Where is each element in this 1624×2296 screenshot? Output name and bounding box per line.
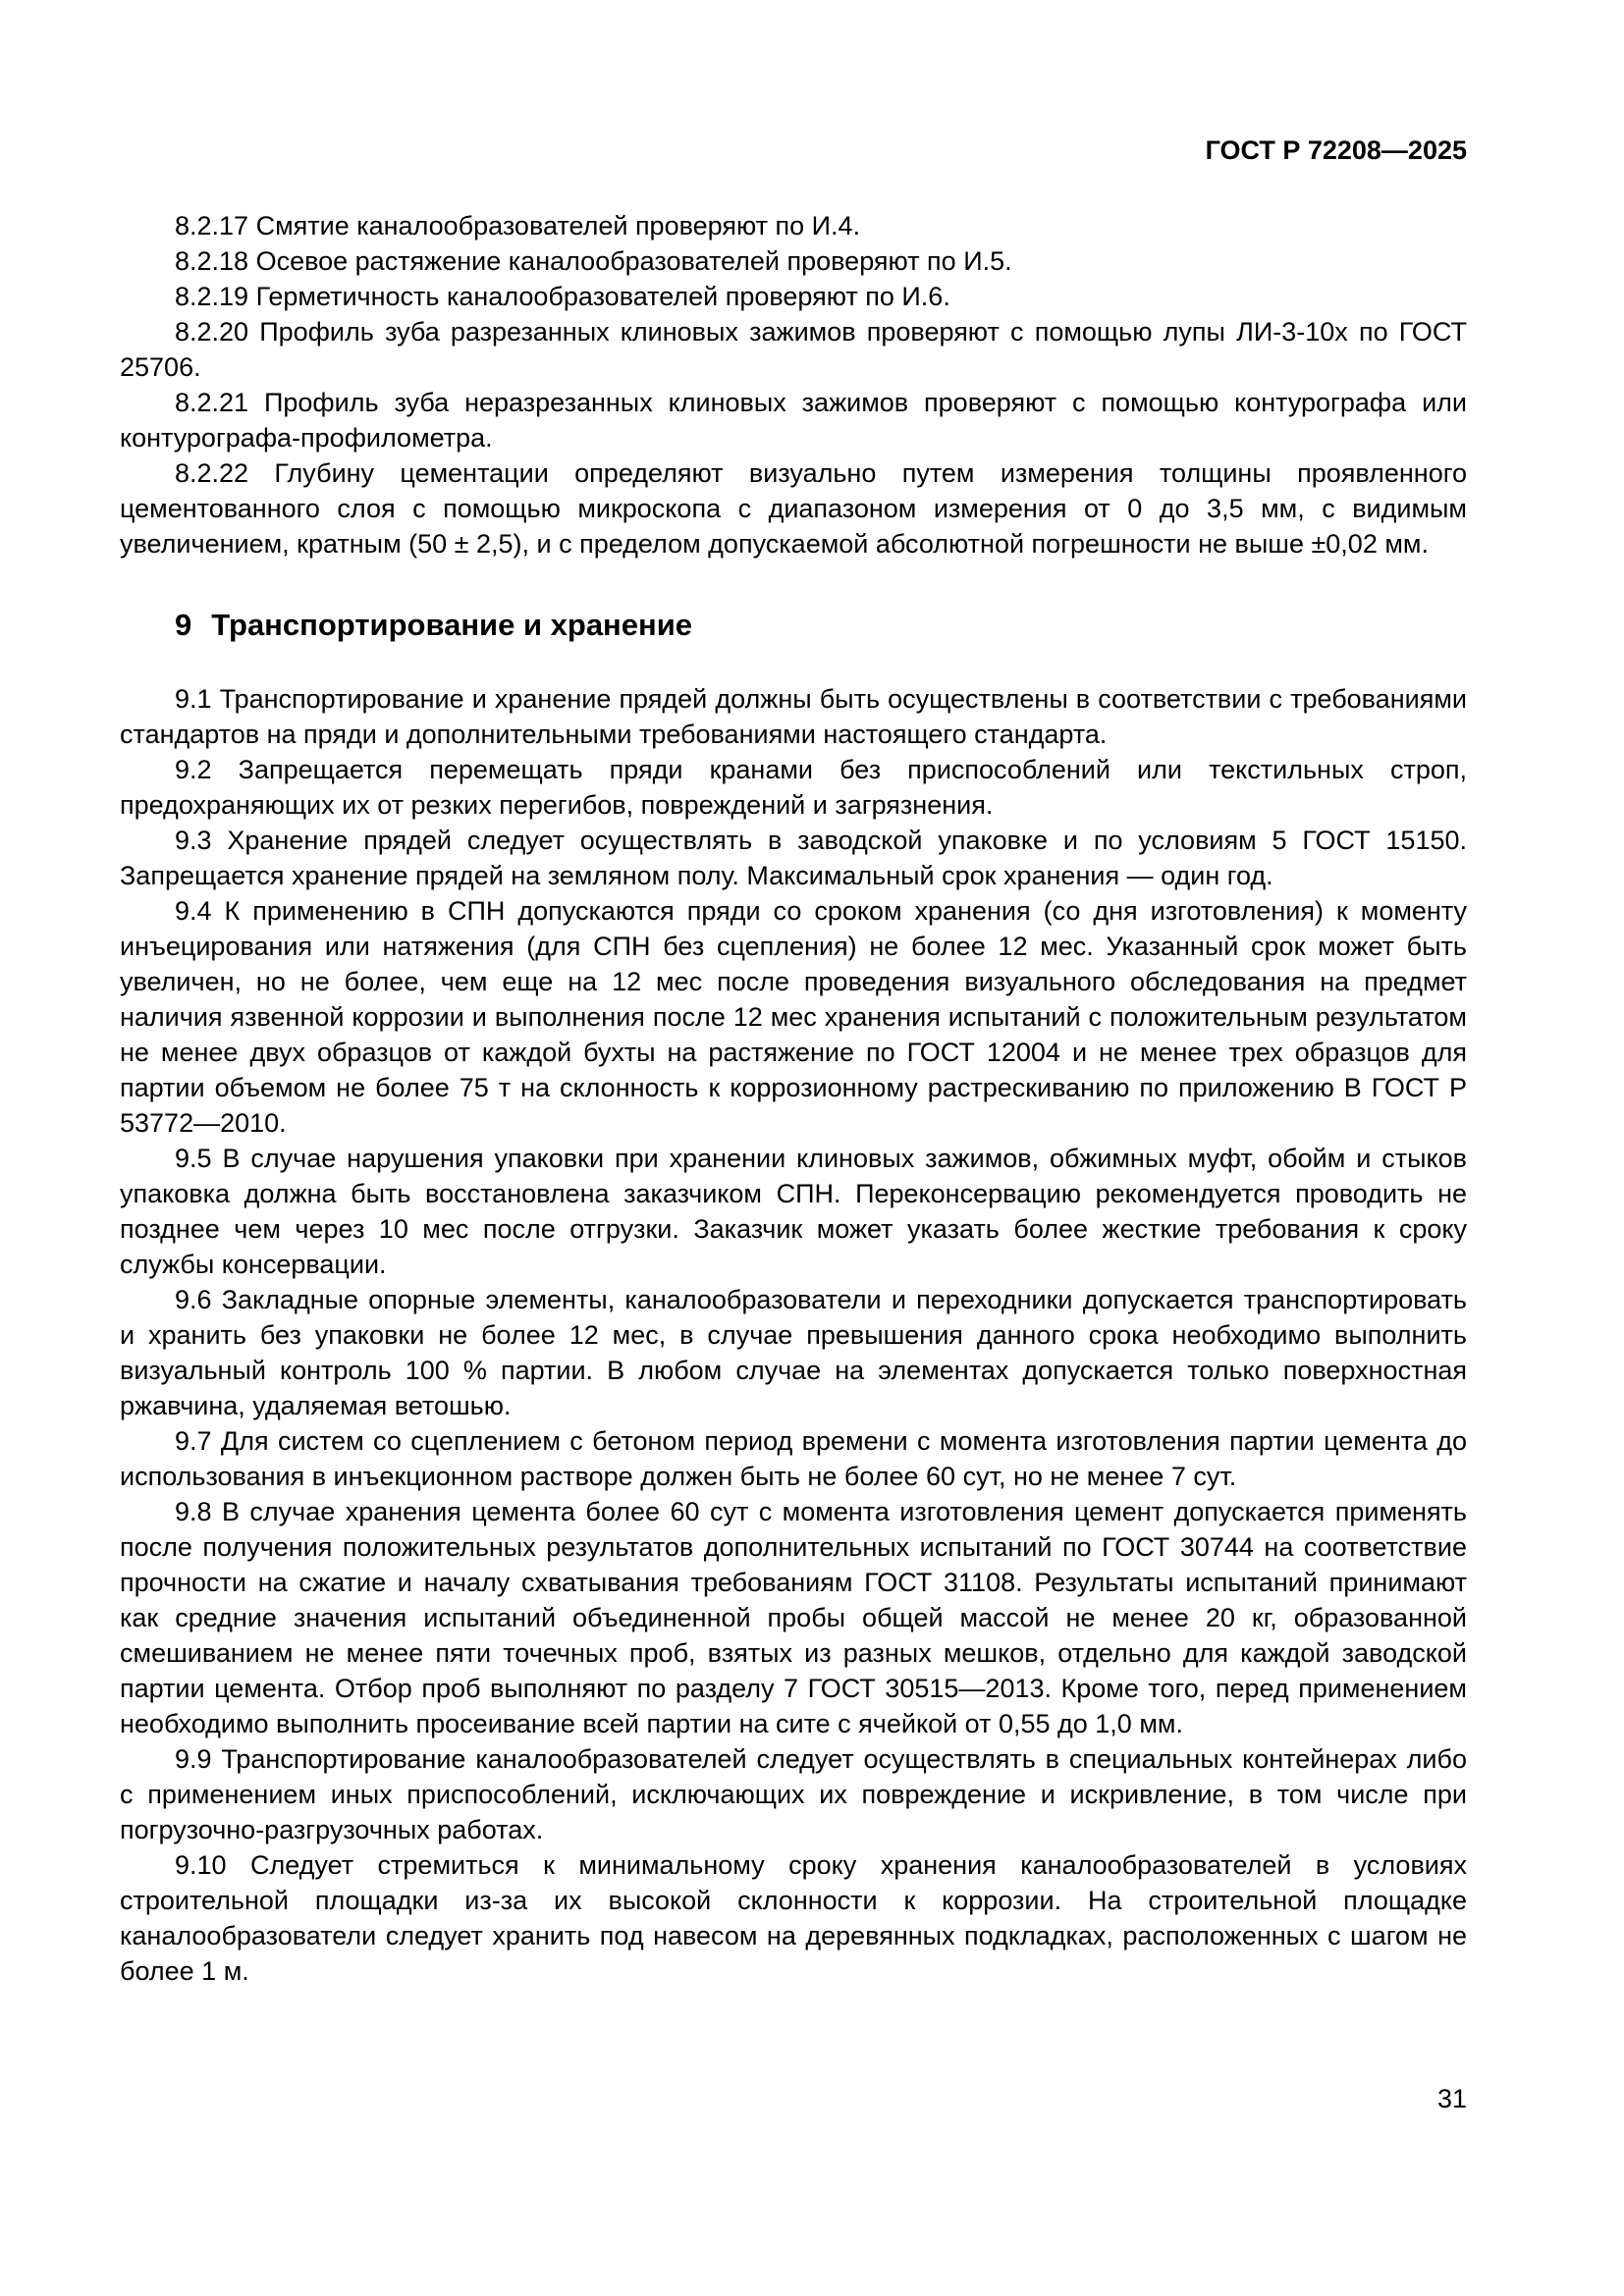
para-8-2-21: 8.2.21 Профиль зуба неразрезанных клиновых зажимов проверяют с помощью контурографа или контурографа-профилометра. bbox=[120, 388, 1467, 453]
para-9-8: 9.8 В случае хранения цемента более 60 сут с момента изготовления цемент допускается применять после получения положительных результатов дополнительных испытаний по ГОСТ 30744 на соответствие прочности на сжатие и началу схватывания требованиям ГОСТ 31108. Результаты испытаний принимают как средние значения испытаний объединенной пробы общей массой не менее 20 кг, образованной смешиванием не менее пяти точечных проб, взятых из разных мешков, отдельно для каждой заводской партии цемента. Отбор проб выполняют по разделу 7 ГОСТ 30515—2013. Кроме того, перед применением необходимо выполнить просеивание всей партии на сите с ячейкой от 0,55 до 1,0 мм. bbox=[120, 1497, 1467, 1738]
para-9-5: 9.5 В случае нарушения упаковки при хранении клиновых зажимов, обжимных муфт, обойм и стыков упаковка должна быть восстановлена заказчиком СПН. Переконсервацию рекомендуется проводить не позднее чем через 10 мес после отгрузки. Заказчик может указать более жесткие требования к сроку службы консервации. bbox=[120, 1144, 1467, 1279]
para-8-2-22: 8.2.22 Глубину цементации определяют визуально путем измерения толщины проявленного цементованного слоя с помощью микроскопа с диапазоном измерения от 0 до 3,5 мм, с видимым увеличением, кратным (50 ± 2,5), и с пределом допускаемой абсолютной погрешности не выше ±0,02 мм. bbox=[120, 458, 1467, 559]
page-number: 31 bbox=[1436, 2084, 1467, 2113]
para-8-2-17: 8.2.17 Смятие каналообразователей проверяют по И.4. bbox=[175, 211, 861, 240]
section-8-paragraphs bbox=[120, 208, 1467, 561]
section-9-title-text: Транспортирование и хранение bbox=[211, 608, 693, 642]
document-content bbox=[120, 133, 1467, 1989]
para-9-10: 9.10 Следует стремиться к минимальному сроку хранения каналообразователей в условиях строительной площадки из-за их высокой склонности к коррозии. На строительной площадке каналообразователи следует хранить под навесом на деревянных подкладках, расположенных с шагом не более 1 м. bbox=[120, 1850, 1467, 1986]
para-8-2-20: 8.2.20 Профиль зуба разрезанных клиновых зажимов проверяют с помощью лупы ЛИ-3-10х по ГОСТ 25706. bbox=[120, 317, 1467, 382]
para-9-2: 9.2 Запрещается перемещать пряди кранами без приспособлений или текстильных строп, предохраняющих их от резких перегибов, повреждений и загрязнения. bbox=[120, 755, 1467, 820]
para-9-7: 9.7 Для систем со сцеплением с бетоном период времени с момента изготовления партии цемента до использования в инъекционном растворе должен быть не более 60 сут, но не менее 7 сут. bbox=[120, 1426, 1467, 1491]
para-9-3: 9.3 Хранение прядей следует осуществлять в заводской упаковке и по условиям 5 ГОСТ 15150. Запрещается хранение прядей на земляном полу. Максимальный срок хранения — один год. bbox=[120, 826, 1467, 890]
section-9-paragraphs bbox=[120, 681, 1467, 1989]
para-9-9: 9.9 Транспортирование каналообразователей следует осуществлять в специальных контейнерах либо с применением иных приспособлений, исключающих их повреждение и искривление, в том числе при погрузочно-разгрузочных работах. bbox=[120, 1744, 1467, 1844]
document-header bbox=[120, 133, 1467, 167]
para-9-4: 9.4 К применению в СПН допускаются пряди со сроком хранения (со дня изготовления) к моменту инъецирования или натяжения (для СПН без сцепления) не более 12 мес. Указанный срок может быть увеличен, но не более, чем еще на 12 мес после проведения визуального обследования на предмет наличия язвенной коррозии и выполнения после 12 мес хранения испытаний с положительным результатом не менее двух образцов от каждой бухты на растяжение по ГОСТ 12004 и не менее трех образцов для партии объемом не более 75 т на склонность к коррозионному растрескиванию по приложению В ГОСТ Р 53772—2010. bbox=[120, 896, 1467, 1138]
para-8-2-19: 8.2.19 Герметичность каналообразователей проверяют по И.6. bbox=[175, 282, 950, 311]
section-9-title bbox=[120, 607, 1467, 644]
para-9-6: 9.6 Закладные опорные элементы, каналообразователи и переходники допускается транспортировать и хранить без упаковки не более 12 мес, в случае превышения данного срока необходимо выполнить визуальный контроль 100 % партии. В любом случае на элементах допускается только поверхностная ржавчина, удаляемая ветошью. bbox=[120, 1285, 1467, 1420]
section-9-number: 9 bbox=[175, 608, 192, 642]
para-8-2-18: 8.2.18 Осевое растяжение каналообразователей проверяют по И.5. bbox=[175, 246, 1012, 276]
para-9-1: 9.1 Транспортирование и хранение прядей должны быть осуществлены в соответствии с требованиями стандартов на пряди и дополнительными требованиями настоящего стандарта. bbox=[120, 684, 1467, 749]
doc-number: ГОСТ Р 72208—2025 bbox=[1205, 135, 1467, 165]
